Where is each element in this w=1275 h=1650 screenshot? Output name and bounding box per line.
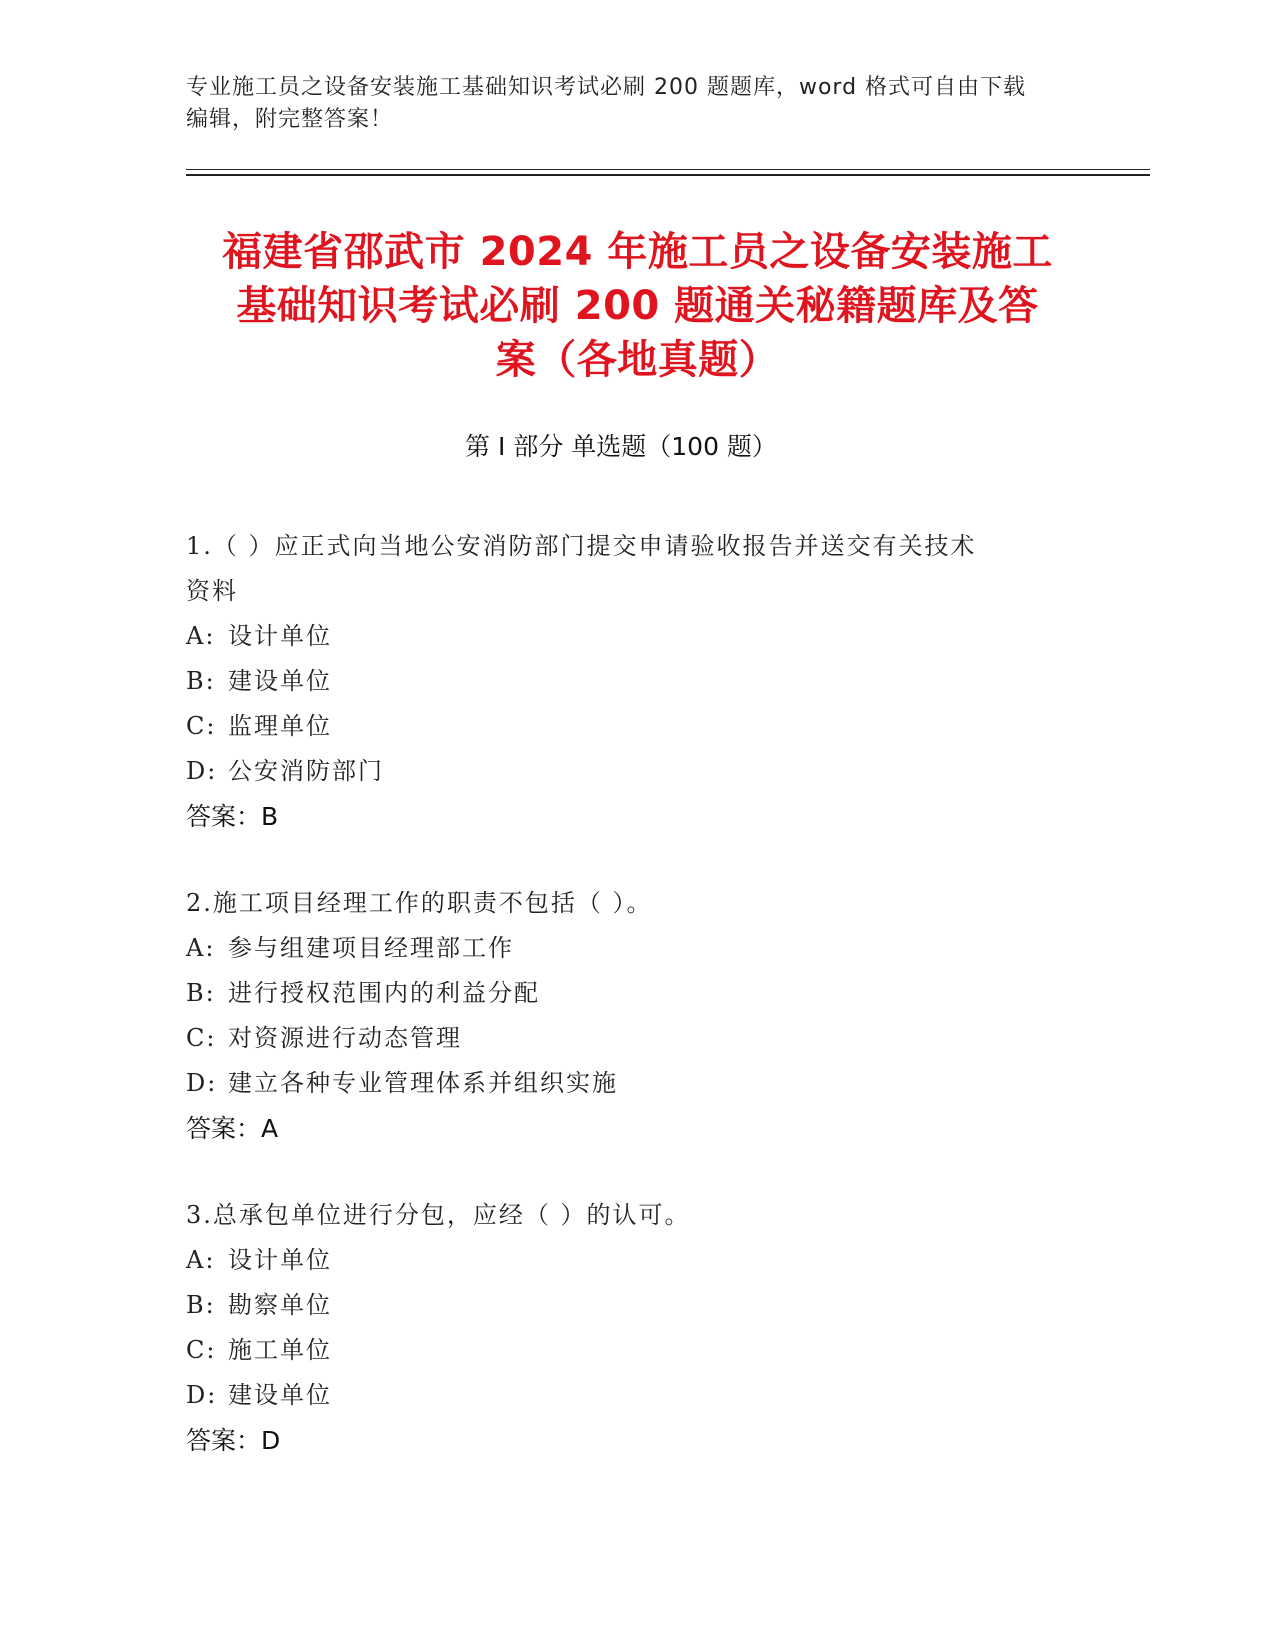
option-letter: B: bbox=[186, 979, 216, 1007]
question-1 bbox=[186, 524, 1086, 839]
option-a bbox=[186, 614, 1086, 659]
question-stem: 1.（ ）应正式向当地公安消防部门提交申请验收报告并送交有关技术 bbox=[186, 532, 977, 560]
option-letter: A: bbox=[186, 1246, 216, 1274]
option-letter: C: bbox=[186, 1336, 217, 1364]
option-text: 公安消防部门 bbox=[228, 757, 384, 785]
option-letter: C: bbox=[186, 1024, 217, 1052]
option-text: 建立各种专业管理体系并组织实施 bbox=[228, 1069, 618, 1097]
option-text: 设计单位 bbox=[228, 622, 332, 650]
option-letter: B: bbox=[186, 667, 216, 695]
option-letter: D: bbox=[186, 757, 218, 785]
option-letter: A: bbox=[186, 622, 216, 650]
option-b bbox=[186, 1283, 1086, 1328]
answer: 答案：D bbox=[186, 1426, 281, 1455]
question-3 bbox=[186, 1193, 1086, 1463]
header-divider-thick bbox=[186, 174, 1150, 176]
title-line-1: 福建省邵武市 2024 年施工员之设备安装施工 bbox=[222, 229, 1053, 275]
title-line-3: 案（各地真题） bbox=[495, 337, 780, 383]
option-text: 建设单位 bbox=[228, 1381, 332, 1409]
option-b bbox=[186, 659, 1086, 704]
option-text: 进行授权范围内的利益分配 bbox=[228, 979, 540, 1007]
option-letter: D: bbox=[186, 1381, 218, 1409]
question-2 bbox=[186, 881, 1086, 1151]
document-title bbox=[160, 225, 1115, 387]
option-text: 施工单位 bbox=[228, 1336, 332, 1364]
question-list bbox=[186, 524, 1086, 1505]
option-d bbox=[186, 1373, 1086, 1418]
option-d bbox=[186, 1061, 1086, 1106]
option-c bbox=[186, 1328, 1086, 1373]
option-letter: D: bbox=[186, 1069, 218, 1097]
option-a bbox=[186, 1238, 1086, 1283]
option-text: 参与组建项目经理部工作 bbox=[228, 934, 514, 962]
header-divider-thin bbox=[186, 169, 1150, 170]
option-text: 监理单位 bbox=[228, 712, 332, 740]
option-text: 对资源进行动态管理 bbox=[228, 1024, 462, 1052]
option-text: 设计单位 bbox=[228, 1246, 332, 1274]
section-title: 第 I 部分 单选题（100 题） bbox=[465, 432, 777, 461]
question-stem: 3.总承包单位进行分包，应经（ ）的认可。 bbox=[186, 1201, 691, 1229]
question-stem-continued: 资料 bbox=[186, 577, 238, 605]
option-d bbox=[186, 749, 1086, 794]
option-text: 勘察单位 bbox=[228, 1291, 332, 1319]
option-c bbox=[186, 1016, 1086, 1061]
option-a bbox=[186, 926, 1086, 971]
header-note-line-1: 专业施工员之设备安装施工基础知识考试必刷 200 题题库，word 格式可自由下载 bbox=[186, 75, 1027, 100]
option-text: 建设单位 bbox=[228, 667, 332, 695]
option-b bbox=[186, 971, 1086, 1016]
header-note bbox=[186, 72, 1066, 136]
option-letter: C: bbox=[186, 712, 217, 740]
answer: 答案：B bbox=[186, 802, 279, 831]
header-note-line-2: 编辑，附完整答案！ bbox=[186, 107, 394, 132]
option-letter: B: bbox=[186, 1291, 216, 1319]
title-line-2: 基础知识考试必刷 200 题通关秘籍题库及答 bbox=[236, 283, 1039, 329]
answer: 答案：A bbox=[186, 1114, 279, 1143]
question-stem: 2.施工项目经理工作的职责不包括（ ）。 bbox=[186, 889, 653, 917]
option-letter: A: bbox=[186, 934, 216, 962]
option-c bbox=[186, 704, 1086, 749]
